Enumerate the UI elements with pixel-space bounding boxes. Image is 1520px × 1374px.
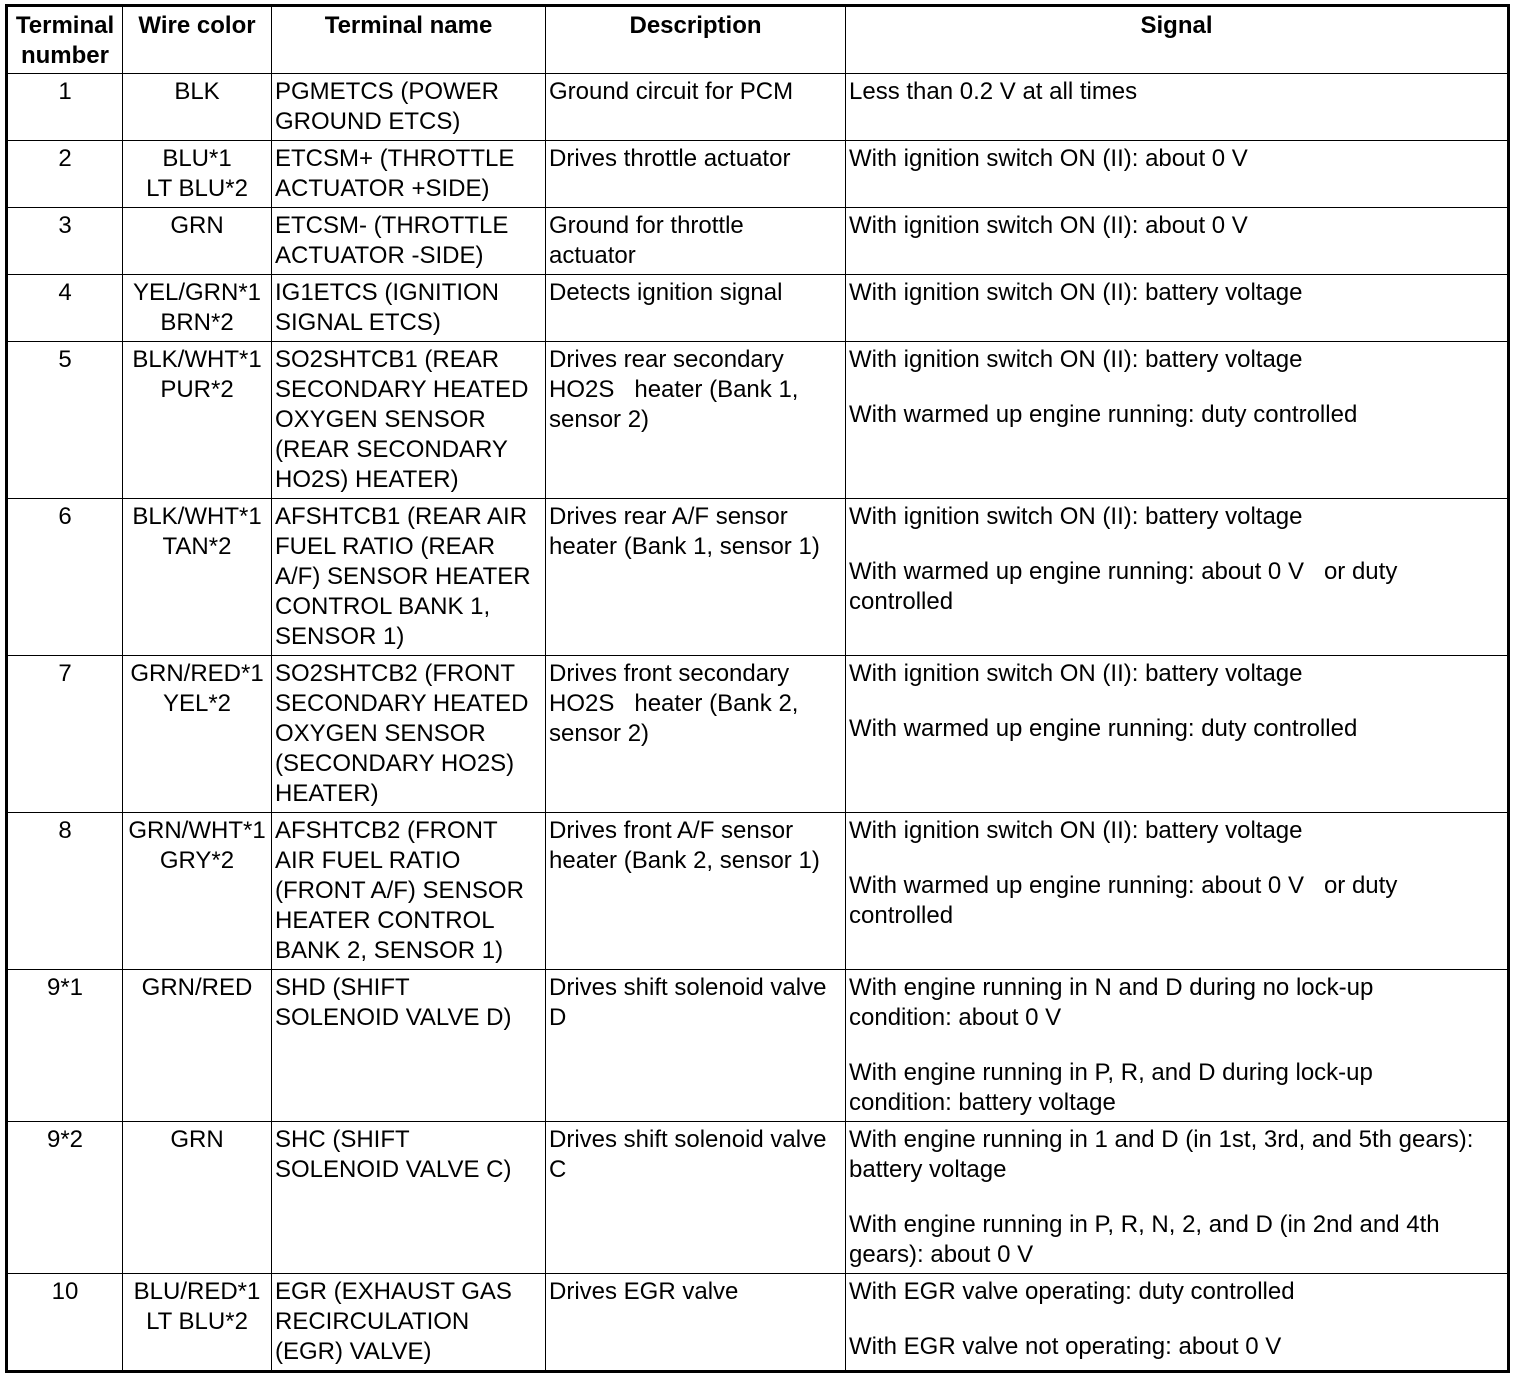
cell-terminal-name-line: ETCSM- (THROTTLE (275, 212, 509, 239)
cell-wire-color-line: BLU/RED*1 (133, 1278, 261, 1305)
cell-terminal-name-line: AIR FUEL RATIO (275, 847, 461, 874)
cell-signal (846, 141, 1509, 208)
cell-wire-color-line: YEL*2 (162, 690, 232, 717)
cell-wire-color-line: BRN*2 (160, 309, 234, 336)
cell-terminal-name-line: SECONDARY HEATED (275, 376, 529, 403)
cell-wire-color (123, 275, 272, 342)
cell-description (546, 208, 846, 275)
cell-description-line: C (549, 1156, 567, 1183)
cell-description-line: Drives shift solenoid valve (549, 974, 827, 1001)
cell-description-line: Drives rear A/F sensor (549, 503, 788, 530)
cell-terminal-number (7, 1274, 123, 1372)
cell-signal-line: With EGR valve operating: duty controlled (849, 1278, 1295, 1305)
table-row (7, 275, 1509, 342)
cell-terminal-number-text: 9*1 (46, 974, 84, 1001)
cell-description (546, 74, 846, 141)
cell-signal-line: With engine running in P, R, N, 2, and D (in 2nd and 4th gears): about 0 V (849, 1211, 1440, 1268)
cell-terminal-name-line: HO2S) HEATER) (275, 466, 459, 493)
cell-signal (846, 342, 1509, 499)
cell-description-line: sensor 2) (549, 720, 650, 747)
cell-description-line: Drives front secondary (549, 660, 790, 687)
cell-terminal-name (272, 141, 546, 208)
cell-description (546, 342, 846, 499)
cell-wire-color-line: GRY*2 (159, 847, 235, 874)
cell-terminal-name (272, 275, 546, 342)
header-wire-color: Wire color (123, 6, 272, 74)
cell-terminal-number-text: 2 (58, 145, 72, 172)
cell-wire-color-line: PUR*2 (160, 376, 234, 403)
table-body (7, 74, 1509, 1372)
cell-signal-line: Less than 0.2 V at all times (849, 78, 1138, 105)
cell-terminal-name-line: EGR (EXHAUST GAS (275, 1278, 512, 1305)
cell-terminal-number-text: 1 (58, 78, 72, 105)
cell-terminal-number (7, 656, 123, 813)
cell-description (546, 141, 846, 208)
cell-wire-color (123, 499, 272, 656)
table-row (7, 970, 1509, 1122)
cell-terminal-name-line: FUEL RATIO (REAR (275, 533, 496, 560)
table-row (7, 342, 1509, 499)
cell-terminal-name-line: (EGR) VALVE) (275, 1338, 432, 1365)
cell-wire-color-line: LT BLU*2 (146, 1308, 248, 1335)
cell-description (546, 970, 846, 1122)
cell-description (546, 499, 846, 656)
header-signal: Signal (846, 6, 1509, 74)
cell-signal (846, 656, 1509, 813)
header-description: Description (546, 6, 846, 74)
cell-wire-color-line: BLU*1 (162, 145, 232, 172)
cell-terminal-name (272, 342, 546, 499)
cell-terminal-name-line: PGMETCS (POWER (275, 78, 500, 105)
cell-terminal-number (7, 275, 123, 342)
cell-description-line: D (549, 1004, 567, 1031)
cell-description-line: Ground for throttle (549, 212, 744, 239)
cell-wire-color (123, 141, 272, 208)
cell-signal (846, 1122, 1509, 1274)
cell-terminal-name-line: HEATER CONTROL (275, 907, 495, 934)
cell-wire-color-line: GRN/RED (141, 974, 253, 1001)
cell-signal (846, 74, 1509, 141)
cell-terminal-number (7, 74, 123, 141)
cell-signal (846, 1274, 1509, 1372)
cell-terminal-number-text: 3 (58, 212, 72, 239)
cell-signal-line: With ignition switch ON (II): battery voltage (849, 346, 1303, 373)
cell-description-line: HO2S heater (Bank 1, (549, 376, 799, 403)
cell-terminal-name-line: SIGNAL ETCS) (275, 309, 441, 336)
cell-terminal-name (272, 970, 546, 1122)
cell-terminal-name (272, 813, 546, 970)
cell-terminal-name-line: ACTUATOR -SIDE) (275, 242, 484, 269)
cell-description-line: Detects ignition signal (549, 279, 783, 306)
cell-terminal-name-line: AFSHTCB1 (REAR AIR (275, 503, 528, 530)
cell-wire-color-line: YEL/GRN*1 (132, 279, 262, 306)
cell-wire-color (123, 342, 272, 499)
table-row (7, 208, 1509, 275)
cell-wire-color-line: TAN*2 (162, 533, 232, 560)
cell-signal (846, 499, 1509, 656)
cell-wire-color-line: BLK/WHT*1 (132, 503, 262, 530)
table-row (7, 1274, 1509, 1372)
cell-signal-line: With warmed up engine running: about 0 V or duty controlled (849, 872, 1398, 929)
cell-signal-line: With warmed up engine running: duty controlled (849, 715, 1358, 742)
cell-terminal-name-line: SO2SHTCB2 (FRONT (275, 660, 516, 687)
cell-terminal-number-text: 6 (58, 503, 72, 530)
cell-terminal-name-line: HEATER) (275, 780, 379, 807)
cell-terminal-number (7, 342, 123, 499)
cell-description (546, 1274, 846, 1372)
cell-description-line: Drives throttle actuator (549, 145, 791, 172)
cell-signal-line: With ignition switch ON (II): battery voltage (849, 279, 1303, 306)
cell-signal (846, 208, 1509, 275)
cell-terminal-name-line: OXYGEN SENSOR (275, 720, 486, 747)
cell-description-line: Drives rear secondary (549, 346, 784, 373)
cell-terminal-name-line: ETCSM+ (THROTTLE (275, 145, 515, 172)
cell-signal-line: With ignition switch ON (II): battery voltage (849, 660, 1303, 687)
cell-terminal-name-line: CONTROL BANK 1, (275, 593, 491, 620)
cell-signal-line: With ignition switch ON (II): about 0 V (849, 145, 1248, 172)
cell-terminal-name-line: OXYGEN SENSOR (275, 406, 486, 433)
cell-signal-line: With warmed up engine running: about 0 V or duty controlled (849, 558, 1398, 615)
header-row (7, 6, 1509, 74)
cell-description-line: heater (Bank 1, sensor 1) (549, 533, 820, 560)
cell-description-line: sensor 2) (549, 406, 650, 433)
cell-wire-color-line: BLK (174, 78, 220, 105)
table-row (7, 499, 1509, 656)
cell-terminal-name-line: (FRONT A/F) SENSOR (275, 877, 524, 904)
cell-signal-line: With engine running in P, R, and D during lock-up condition: battery voltage (849, 1059, 1373, 1116)
table-row (7, 656, 1509, 813)
cell-signal-line: With warmed up engine running: duty controlled (849, 401, 1358, 428)
cell-signal (846, 813, 1509, 970)
cell-terminal-name (272, 1122, 546, 1274)
cell-wire-color-line: GRN (170, 212, 224, 239)
cell-wire-color-line: GRN (170, 1126, 224, 1153)
cell-terminal-name-line: ACTUATOR +SIDE) (275, 175, 490, 202)
cell-terminal-name-line: SHC (SHIFT (275, 1126, 410, 1153)
cell-description-line: Drives shift solenoid valve (549, 1126, 827, 1153)
cell-terminal-number-text: 8 (58, 817, 72, 844)
cell-terminal-name-line: SENSOR 1) (275, 623, 405, 650)
cell-description (546, 275, 846, 342)
cell-terminal-name (272, 208, 546, 275)
cell-description (546, 813, 846, 970)
table-row (7, 813, 1509, 970)
cell-terminal-number (7, 970, 123, 1122)
cell-terminal-name-line: SHD (SHIFT (275, 974, 410, 1001)
cell-wire-color (123, 1122, 272, 1274)
cell-terminal-number-text: 10 (51, 1278, 79, 1305)
cell-terminal-number-text: 9*2 (46, 1126, 84, 1153)
cell-wire-color (123, 74, 272, 141)
cell-signal-line: With EGR valve not operating: about 0 V (849, 1333, 1282, 1360)
cell-terminal-name-line: SOLENOID VALVE D) (275, 1004, 512, 1031)
cell-terminal-name-line: (SECONDARY HO2S) (275, 750, 515, 777)
cell-signal-line: With engine running in 1 and D (in 1st, 3rd, and 5th gears): battery voltage (849, 1126, 1474, 1183)
cell-description-line: Ground circuit for PCM (549, 78, 794, 105)
cell-description (546, 1122, 846, 1274)
cell-signal-line: With ignition switch ON (II): battery voltage (849, 817, 1303, 844)
cell-wire-color-line: BLK/WHT*1 (132, 346, 262, 373)
cell-terminal-name-line: SO2SHTCB1 (REAR (275, 346, 500, 373)
cell-signal-line: With engine running in N and D during no lock-up condition: about 0 V (849, 974, 1374, 1031)
cell-terminal-number (7, 208, 123, 275)
table-row (7, 74, 1509, 141)
cell-terminal-name-line: SECONDARY HEATED (275, 690, 529, 717)
cell-wire-color (123, 1274, 272, 1372)
cell-terminal-name-line: IG1ETCS (IGNITION (275, 279, 500, 306)
cell-wire-color-line: GRN/WHT*1 (128, 817, 266, 844)
cell-terminal-name (272, 1274, 546, 1372)
cell-terminal-name-line: (REAR SECONDARY (275, 436, 508, 463)
table-row (7, 141, 1509, 208)
cell-description-line: Drives EGR valve (549, 1278, 739, 1305)
cell-terminal-number-text: 5 (58, 346, 72, 373)
cell-description-line: HO2S heater (Bank 2, (549, 690, 799, 717)
cell-wire-color-line: GRN/RED*1 (130, 660, 264, 687)
header-terminal-number: Terminal number (7, 6, 123, 74)
cell-wire-color (123, 970, 272, 1122)
cell-description-line: Drives front A/F sensor (549, 817, 794, 844)
cell-terminal-number-text: 4 (58, 279, 72, 306)
cell-terminal-number (7, 813, 123, 970)
cell-terminal-name (272, 74, 546, 141)
cell-wire-color-line: LT BLU*2 (146, 175, 248, 202)
cell-terminal-number (7, 141, 123, 208)
cell-terminal-name (272, 499, 546, 656)
cell-signal-line: With ignition switch ON (II): battery voltage (849, 503, 1303, 530)
cell-description-line: actuator (549, 242, 636, 269)
cell-wire-color (123, 208, 272, 275)
table-row (7, 1122, 1509, 1274)
cell-terminal-name-line: GROUND ETCS) (275, 108, 461, 135)
cell-terminal-name-line: A/F) SENSOR HEATER (275, 563, 531, 590)
cell-terminal-number (7, 499, 123, 656)
terminal-table (5, 4, 1510, 1373)
cell-terminal-name-line: BANK 2, SENSOR 1) (275, 937, 504, 964)
cell-terminal-name-line: SOLENOID VALVE C) (275, 1156, 512, 1183)
cell-terminal-name-line: RECIRCULATION (275, 1308, 470, 1335)
cell-signal-line: With ignition switch ON (II): about 0 V (849, 212, 1248, 239)
cell-terminal-name-line: AFSHTCB2 (FRONT (275, 817, 498, 844)
cell-wire-color (123, 813, 272, 970)
header-terminal-name: Terminal name (272, 6, 546, 74)
cell-description (546, 656, 846, 813)
cell-signal (846, 275, 1509, 342)
cell-terminal-number (7, 1122, 123, 1274)
cell-wire-color (123, 656, 272, 813)
cell-signal (846, 970, 1509, 1122)
cell-terminal-number-text: 7 (58, 660, 72, 687)
cell-terminal-name (272, 656, 546, 813)
cell-description-line: heater (Bank 2, sensor 1) (549, 847, 820, 874)
